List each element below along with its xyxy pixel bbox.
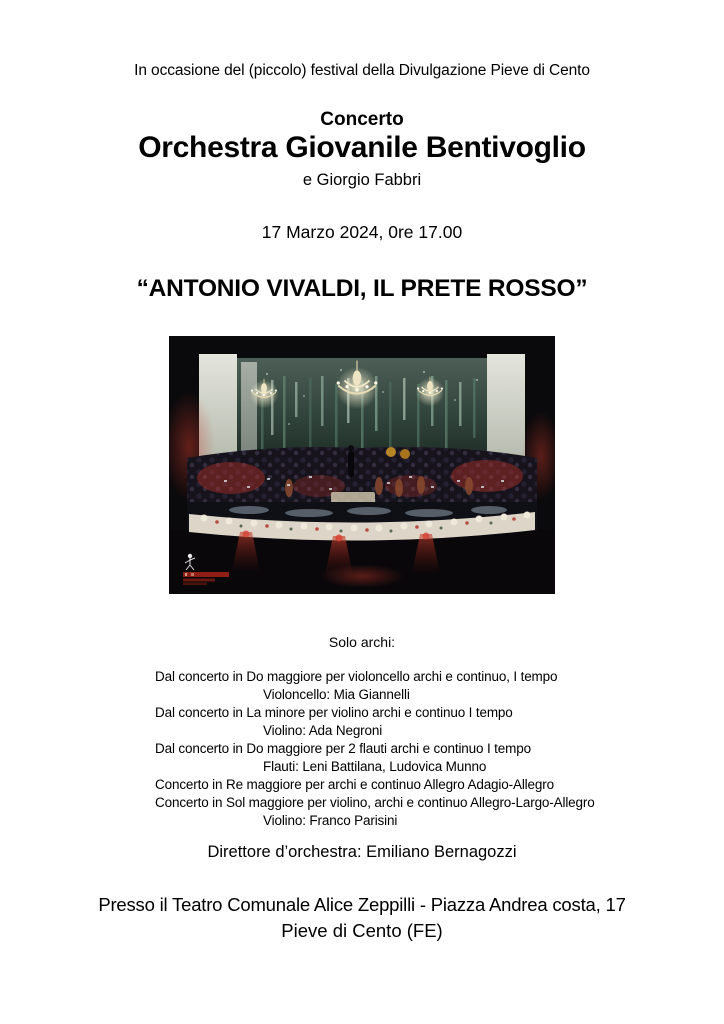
program-line: Concerto in Sol maggiore per violino, archi e continuo Allegro-Largo-Allegro bbox=[155, 795, 595, 810]
concert-title: “ANTONIO VIVALDI, IL PRETE ROSSO” bbox=[136, 275, 588, 302]
program-performer: Violoncello: Mia Giannelli bbox=[263, 687, 410, 702]
program-line: Dal concerto in La minore per violino archi e continuo I tempo bbox=[155, 705, 513, 720]
program-performer: Violino: Ada Negroni bbox=[263, 723, 383, 738]
program-heading: Solo archi: bbox=[328, 634, 396, 650]
concert-photo bbox=[169, 336, 555, 594]
orchestra-silhouette bbox=[187, 445, 537, 508]
program-list bbox=[155, 668, 724, 830]
venue-address: Presso il Teatro Comunale Alice Zeppilli - Piazza Andrea costa, 17 bbox=[98, 894, 626, 915]
conductor-figure bbox=[348, 445, 354, 477]
director-line: Direttore d’orchestra: Emiliano Bernagozzi bbox=[207, 843, 517, 861]
program-line: Dal concerto in Do maggiore per violoncello archi e continuo, I tempo bbox=[155, 669, 558, 684]
concerto-label: Concerto bbox=[320, 109, 404, 130]
occasion-line: In occasione del (piccolo) festival della Divulgazione Pieve di Cento bbox=[134, 62, 590, 79]
program-performer: Flauti: Leni Battilana, Ludovica Munno bbox=[263, 759, 487, 774]
with-line: e Giorgio Fabbri bbox=[302, 171, 422, 189]
program-line: Dal concerto in Do maggiore per 2 flauti archi e continuo I tempo bbox=[155, 741, 531, 756]
program-performer: Violino: Franco Parisini bbox=[263, 813, 398, 828]
venue-city: Pieve di Cento (FE) bbox=[281, 920, 443, 941]
date-time-line: 17 Marzo 2024, 0re 17.00 bbox=[261, 222, 463, 242]
orchestra-name: Orchestra Giovanile Bentivoglio bbox=[138, 131, 586, 164]
program-line: Concerto in Re maggiore per archi e continuo Allegro Adagio-Allegro bbox=[155, 777, 554, 792]
